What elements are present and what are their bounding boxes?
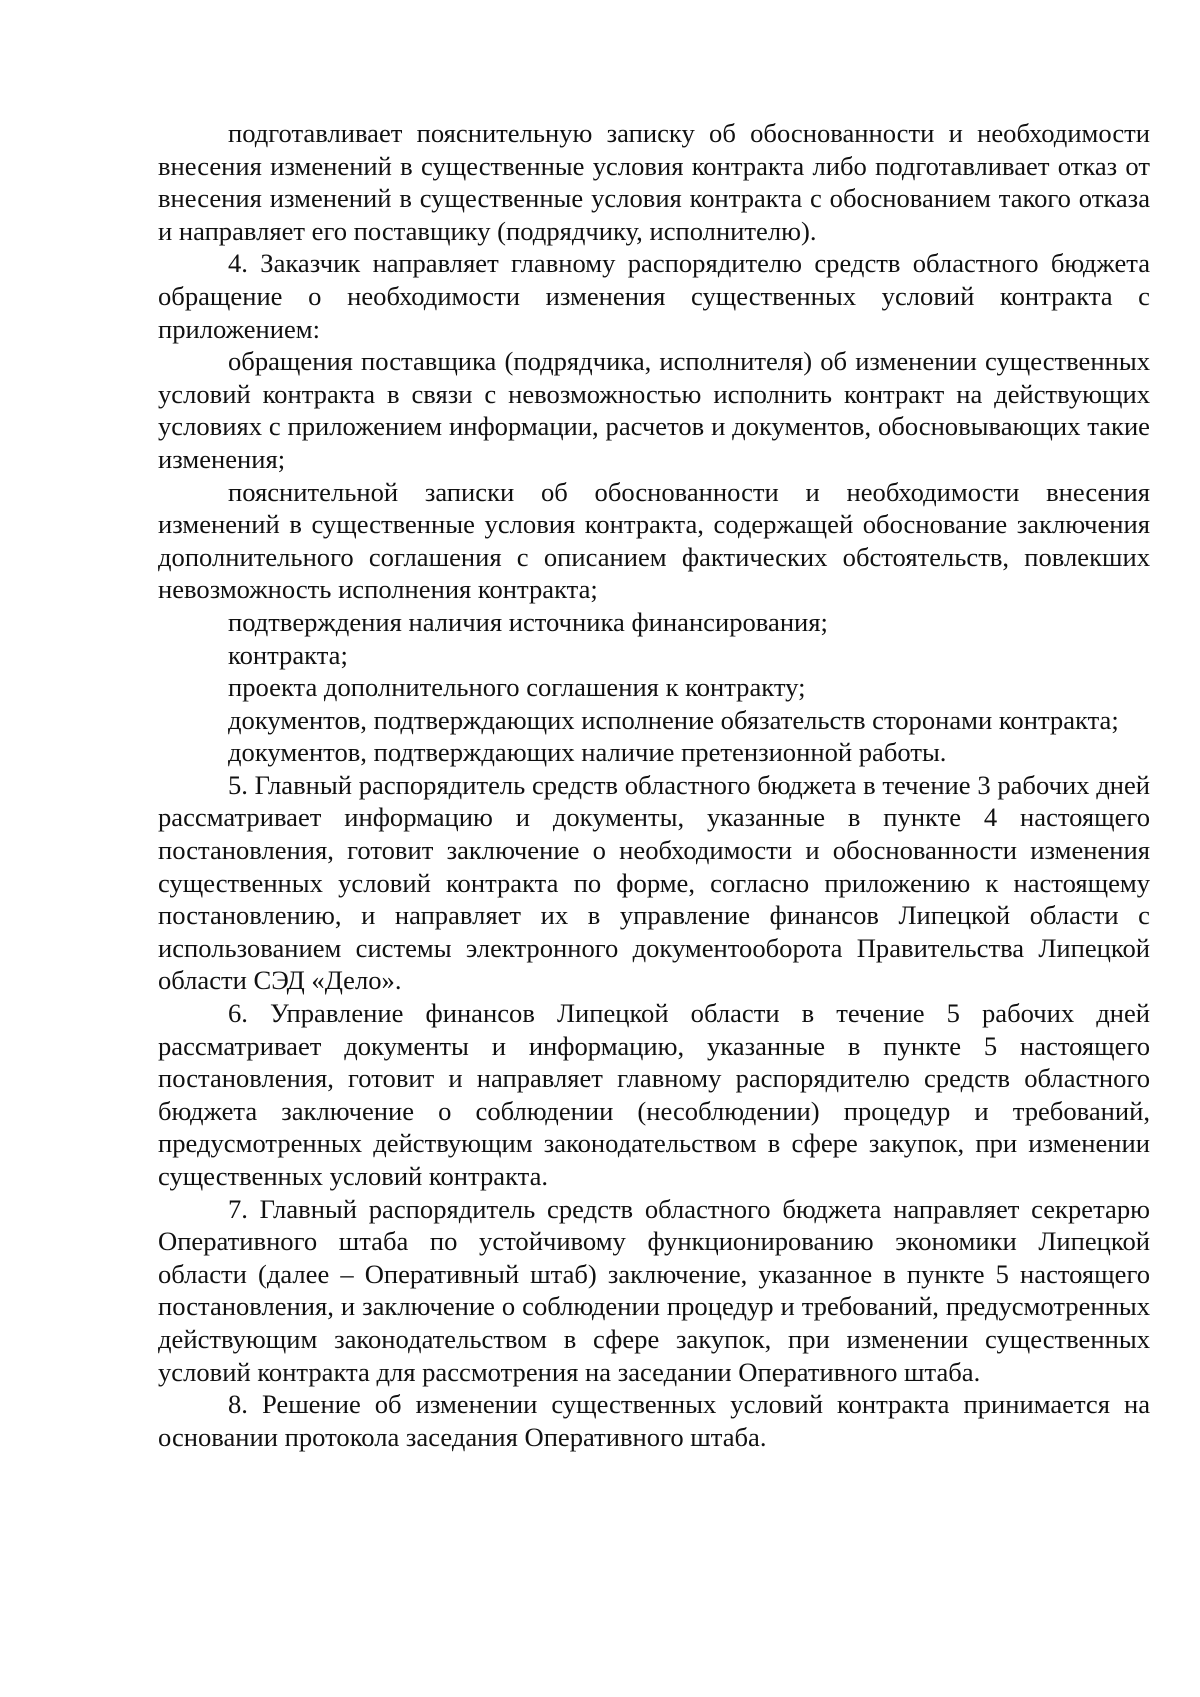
paragraph-item-6: 6. Управление финансов Липецкой области в течение 5 рабочих дней рассматривает документы и информацию, указанные в пункте 5 настоящего постановления, готовит и направляет главному распорядителю средств областного бюджета заключение о соблюдении (несоблюдении) процедур и требований, предусмотренных действующим законодательством в сфере закупок, при изменении существенных условий контракта. [158,998,1150,1191]
paragraph-claims-documents: документов, подтверждающих наличие претензионной работы. [228,737,947,768]
paragraph-supplier-request: обращения поставщика (подрядчика, исполнителя) об изменении существенных условий контракта в связи с невозможностью исполнить контракт на действующих условиях с приложением информации, расчетов и документов, обосновывающих такие изменения; [158,346,1150,474]
paragraph-obligations-documents: документов, подтверждающих исполнение обязательств сторонами контракта; [228,704,1119,735]
paragraph-item-5: 5. Главный распорядитель средств областного бюджета в течение 3 рабочих дней рассматривает информацию и документы, указанные в пункте 4 настоящего постановления, готовит заключение о необходимости и обоснованности изменения существенных условий контракта по форме, согласно приложению к настоящему постановлению, и направляет их в управление финансов Липецкой области с использованием системы электронного документооборота Правительства Липецкой области СЭД «Дело». [158,769,1150,996]
paragraph-draft-agreement: проекта дополнительного соглашения к контракту; [228,672,806,703]
paragraph-explanatory-note: подготавливает пояснительную записку об обоснованности и необходимости внесения изменений в существенные условия контракта либо подготавливает отказ от внесения изменений в существенные условия контракта с обоснованием такого отказа и направляет его поставщику (подрядчику, исполнителю). [158,118,1150,246]
document-page [158,117,1150,1453]
paragraph-contract: контракта; [228,639,348,670]
paragraph-item-4: 4. Заказчик направляет главному распорядителю средств областного бюджета обращение о необходимости изменения существенных условий контракта с приложением: [158,248,1150,344]
paragraph-item-7: 7. Главный распорядитель средств областного бюджета направляет секретарю Оперативного штаба по устойчивому функционированию экономики Липецкой области (далее – Оперативный штаб) заключение, указанное в пункте 5 настоящего постановления, и заключение о соблюдении процедур и требований, предусмотренных действующим законодательством в сфере закупок, при изменении существенных условий контракта для рассмотрения на заседании Оперативного штаба. [158,1193,1150,1387]
paragraph-item-8: 8. Решение об изменении существенных условий контракта принимается на основании протокола заседания Оперативного штаба. [158,1389,1150,1452]
paragraph-explanatory-note-attachment: пояснительной записки об обоснованности и необходимости внесения изменений в существенные условия контракта, содержащей обоснование заключения дополнительного соглашения с описанием фактических обстоятельств, повлекших невозможность исполнения контракта; [158,476,1150,605]
paragraph-funding-confirmation: подтверждения наличия источника финансирования; [228,606,828,637]
